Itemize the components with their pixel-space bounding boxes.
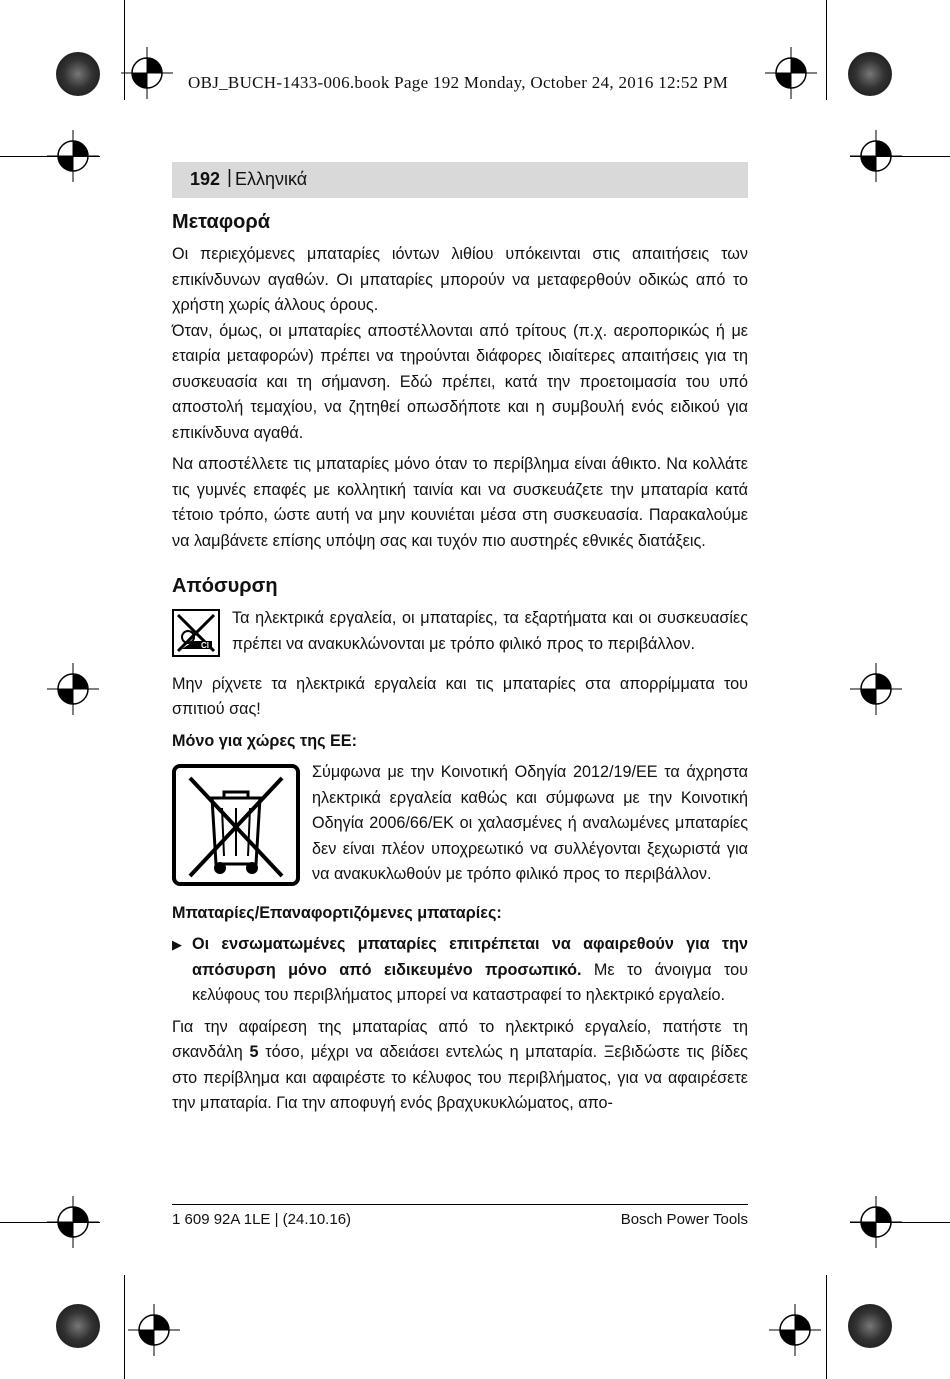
main-content [172, 208, 748, 1117]
page-number: 192 [190, 169, 221, 189]
registration-mark-icon [850, 1196, 902, 1248]
print-slug: OBJ_BUCH-1433-006.book Page 192 Monday, October 24, 2016 12:52 PM [188, 73, 729, 92]
removal-text: τόσο, μέχρι να αδειάσει εντελώς η μπαταρία. Ξεβιδώστε τις βίδες στο περίβλημα και αφαιρέστε το κέλυφος του περιβλήματος, για να αφαιρέσετε την μπαταρία. Για την αποφυγή ενός βραχυκυκλώματος, απο- [172, 1043, 748, 1112]
transport-paragraph: Να αποστέλλετε τις μπαταρίες μόνο όταν το περίβλημα είναι άθικτο. Να κολλάτε τις γυμνές επαφές με κολλητική ταινία και να συσκευάζετε την μπαταρία κατά τέτοιο τρόπο, ώστε αυτή να μην κουνιέται μέσα στη συσκευασία. Παρακαλούμε να λαμβάνετε επίσης υπόψη σας και τυχόν πιο αυστηρές εθνικές διατάξεις. [172, 455, 748, 550]
registration-mark-icon [850, 130, 902, 182]
registration-mark-icon [769, 1304, 821, 1356]
bullet-bold-text: Οι ενσωματωμένες μπαταρίες επιτρέπεται να αφαιρεθούν για την απόσυρση μόνο από ειδικευμένο προσωπικό. [192, 935, 748, 979]
recycle-text: Τα ηλεκτρικά εργαλεία, οι μπαταρίες, τα εξαρτήματα και οι συσκευασίες πρέπει να ανακυκλώνονται με τρόπο φιλικό προς το περιβάλλον. [232, 609, 748, 653]
density-circle [56, 52, 100, 96]
recycle-row [172, 606, 748, 666]
density-circle [56, 1304, 100, 1348]
trim-line [124, 1275, 125, 1379]
footer-rule [172, 1204, 748, 1205]
trim-line [826, 1275, 827, 1379]
header-separator: | [227, 167, 232, 188]
bullet-triangle-icon: ▶ [172, 937, 182, 952]
removal-text: Για την αφαίρεση της μπαταρίας από το ηλεκτρικό εργαλείο, πατήστε τη σκανδάλη [172, 1017, 748, 1061]
transport-paragraph: Όταν, όμως, οι μπαταρίες αποστέλλονται από τρίτους (π.χ. αεροπορικώς ή με εταιρία μεταφορών) πρέπει να τηρούνται διάφορες ιδιαίτερες απαιτήσεις για τη συσκευασία και τη σήμανση. Εδώ πρέπει, κατά την προετοιμασία του υπό αποστολή τεμαχίου, να ζητηθεί οπωσδήποτε και η συμβουλή ενός ειδικού για επικίνδυνα αγαθά. [172, 321, 748, 442]
registration-mark-icon [850, 663, 902, 715]
registration-mark-icon [47, 1196, 99, 1248]
batteries-heading: Μπαταρίες/Επαναφορτιζόμενες μπαταρίες: [172, 903, 502, 922]
eu-directive-text: Σύμφωνα με την Κοινοτική Οδηγία 2012/19/ΕΕ τα άχρηστα ηλεκτρικά εργαλεία καθώς και σύμφωνα με την Κοινοτική Οδηγία 2006/66/ΕΚ οι χαλασμένες ή αναλωμένες μπαταρίες δεν είναι πλέον υποχρεωτικό να συλλέγονται ξεχωριστά για να ανακυκλωθούν με τρόπο φιλικό προς το περιβάλλον. [312, 763, 748, 883]
registration-mark-icon [128, 1304, 180, 1356]
household-warning: Μην ρίχνετε τα ηλεκτρικά εργαλεία και τις μπαταρίες στα απορρίμματα του σπιτιού σας! [172, 674, 748, 718]
density-circle [848, 52, 892, 96]
registration-mark-icon [121, 47, 173, 99]
trim-line [826, 0, 827, 100]
density-circle [848, 1304, 892, 1348]
registration-mark-icon [47, 663, 99, 715]
bullet-text: Με το άνοιγμα του κελύφους του περιβλήματος μπορεί να καταστραφεί το ηλεκτρικό εργαλείο. [192, 960, 748, 1004]
page-header [172, 162, 748, 198]
registration-mark-icon [47, 130, 99, 182]
eu-row [172, 760, 748, 895]
section-title-disposal: Απόσυρση [172, 575, 278, 597]
list-item [172, 932, 748, 1009]
section-title-transport: Μεταφορά [172, 211, 271, 233]
transport-paragraph: Οι περιεχόμενες μπαταρίες ιόντων λιθίου υπόκεινται στις απαιτήσεις των επικίνδυνων αγαθών. Οι μπαταρίες μπορούν να μεταφερθούν οδικώς από το χρήστη χωρίς άλλους όρους. [172, 245, 748, 314]
footer-brand: Bosch Power Tools [620, 1211, 748, 1228]
language-label: Ελληνικά [235, 169, 308, 189]
recycle-symbol-icon [172, 609, 220, 657]
removal-paragraph [172, 1015, 748, 1117]
crossed-out-wheelie-bin-icon [172, 764, 300, 886]
footer-document-code: 1 609 92A 1LE | (24.10.16) [172, 1211, 352, 1228]
eu-heading: Μόνο για χώρες της ΕΕ: [172, 731, 357, 750]
svg-text:Cl: Cl [201, 641, 209, 650]
trigger-reference-number: 5 [249, 1043, 259, 1061]
